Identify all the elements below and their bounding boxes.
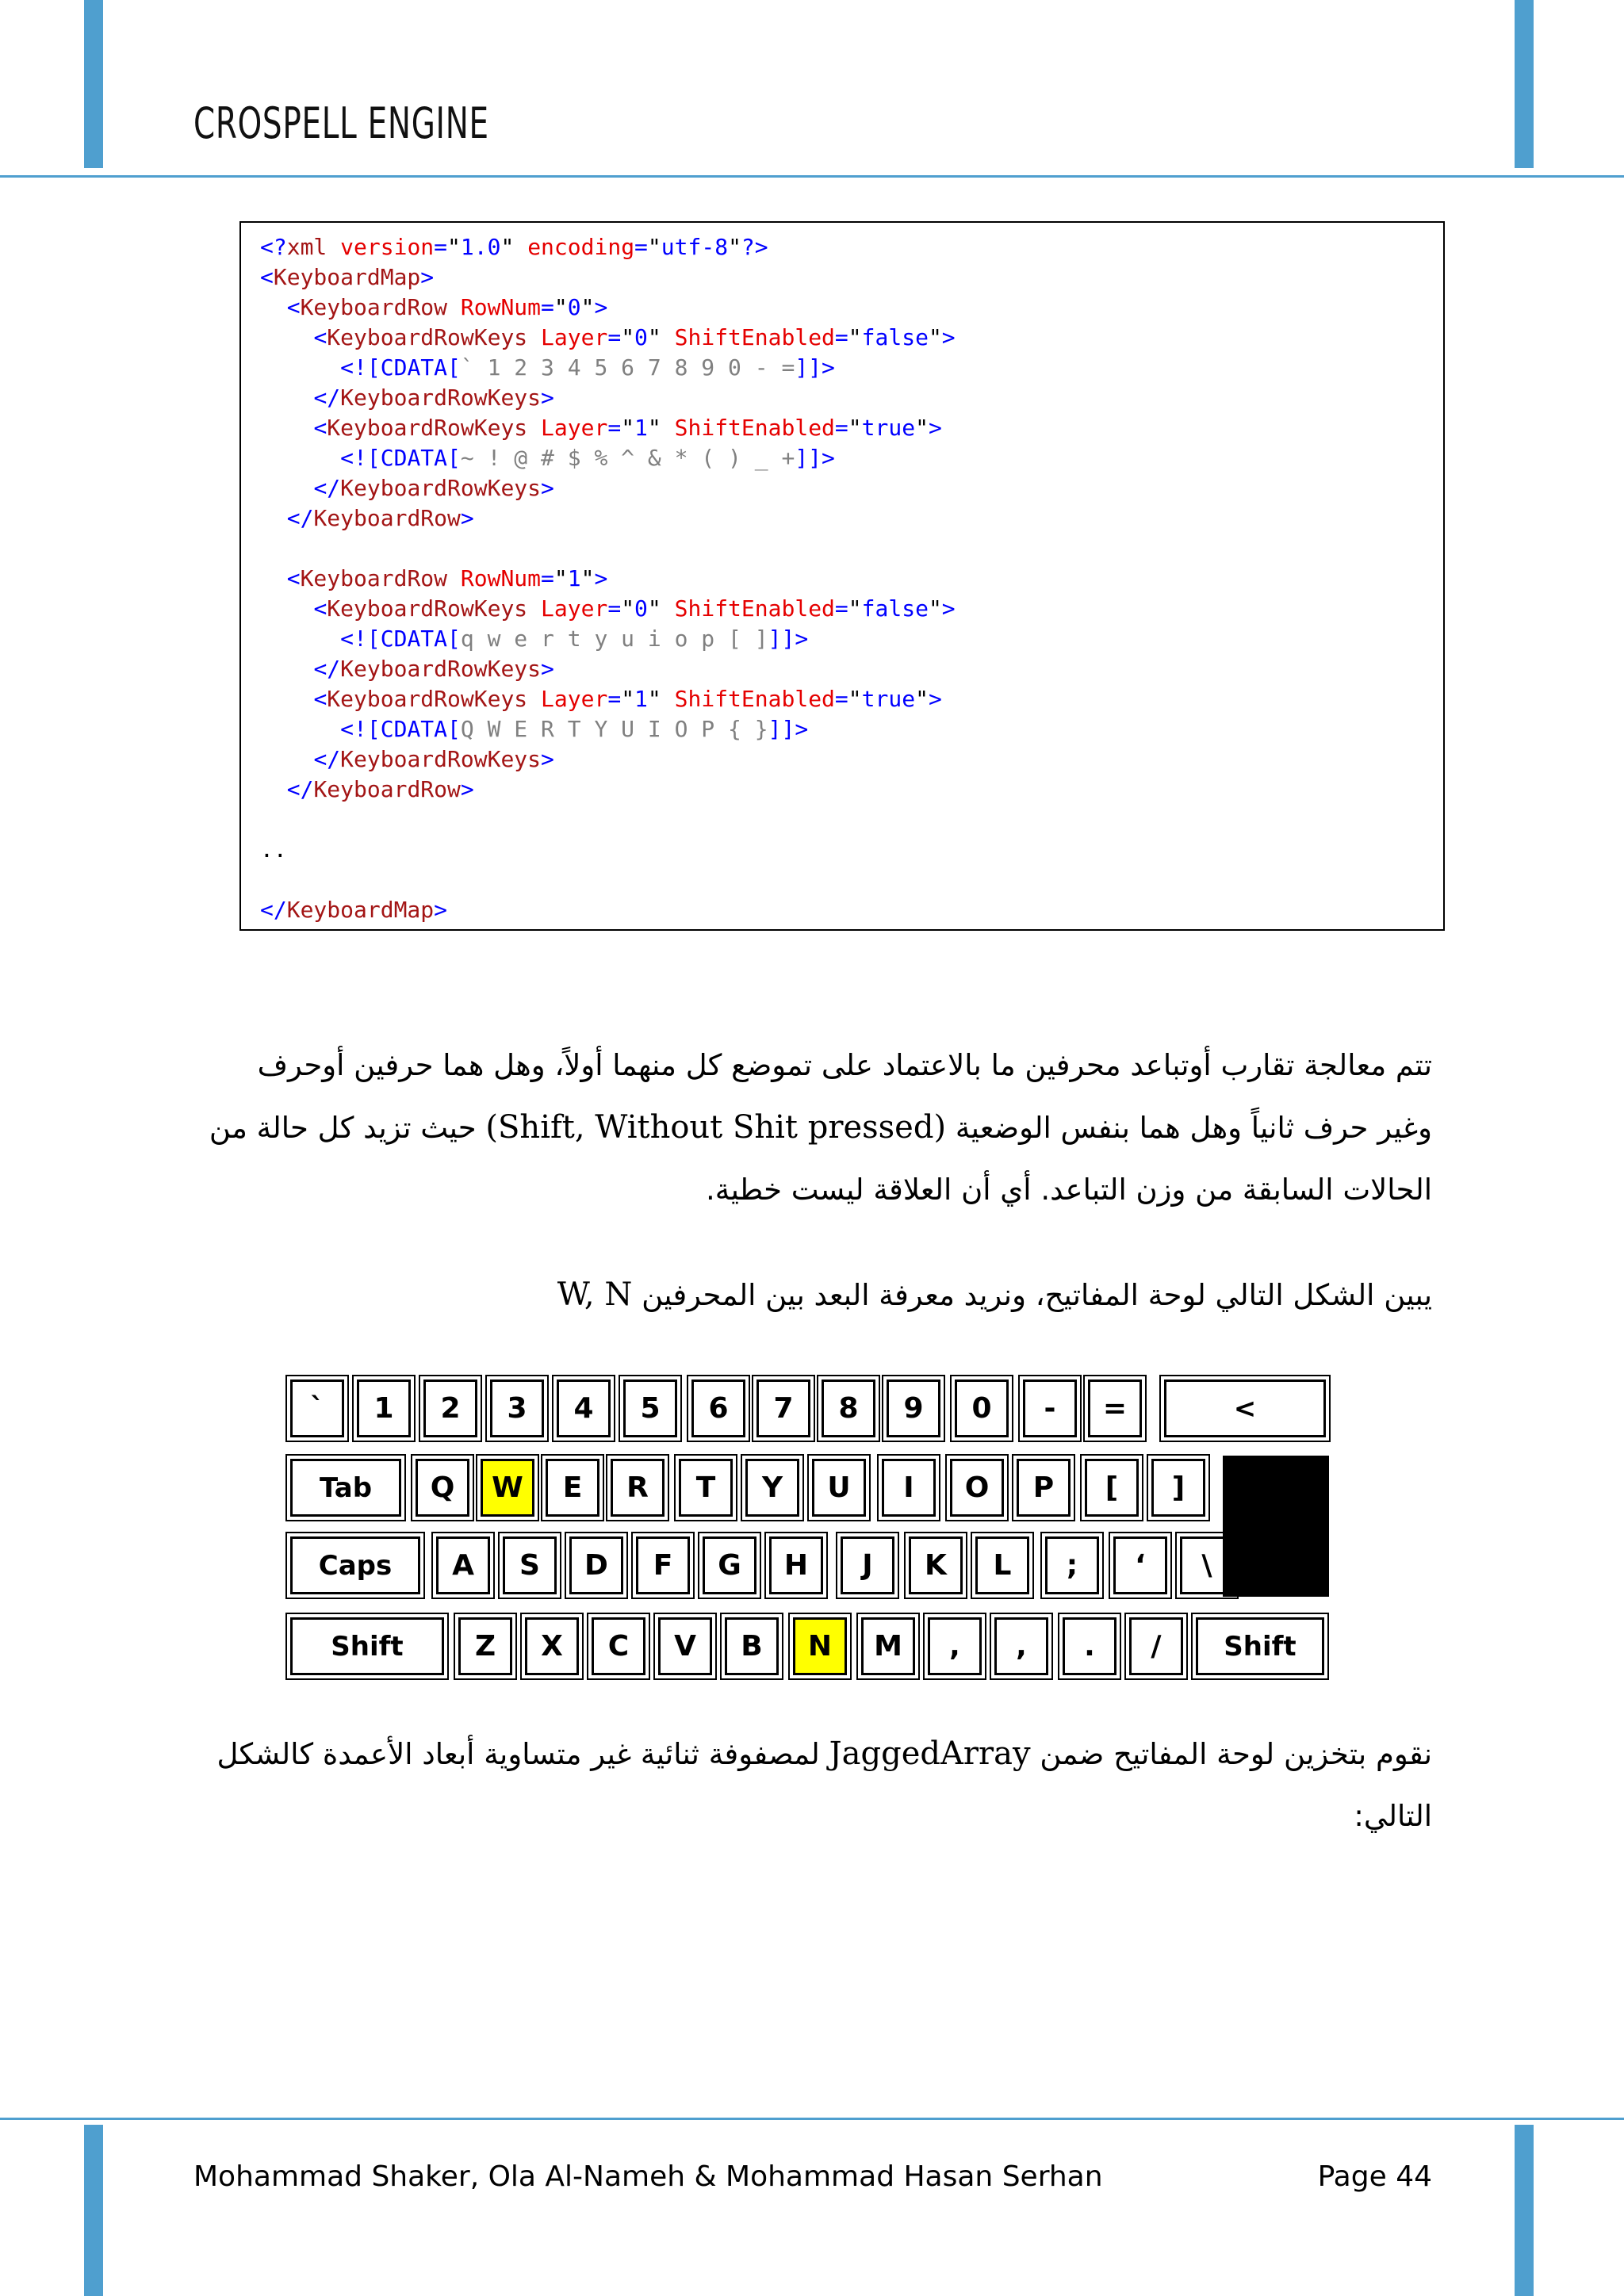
paragraph-figure-intro xyxy=(195,1264,1432,1326)
code-token xyxy=(260,385,313,411)
key-r: R xyxy=(611,1459,665,1517)
code-line xyxy=(260,232,768,262)
paragraph-line xyxy=(195,1096,1432,1159)
code-token: > xyxy=(941,595,956,622)
code-token: 1 xyxy=(634,415,648,441)
code-token: > xyxy=(460,776,474,802)
code-token: RowNum xyxy=(460,565,542,591)
code-token: KeyboardRowKeys xyxy=(327,415,528,441)
code-token: <![CDATA[ xyxy=(340,354,461,381)
key-c: C xyxy=(592,1617,645,1675)
footer-right-bar xyxy=(1515,2125,1534,2296)
code-line xyxy=(260,473,554,503)
code-token xyxy=(260,776,287,802)
code-token: " xyxy=(647,415,661,441)
code-token: </ xyxy=(260,897,287,923)
code-token xyxy=(527,686,541,712)
code-token: = xyxy=(607,595,622,622)
code-token: = xyxy=(834,415,848,441)
code-token: > xyxy=(541,475,554,501)
key-5: 5 xyxy=(623,1380,677,1437)
code-line xyxy=(260,775,474,805)
code-token: KeyboardRowKeys xyxy=(340,746,542,772)
key-symbol-3-8: , xyxy=(928,1617,982,1675)
code-token: KeyboardRowKeys xyxy=(327,686,528,712)
header-rule xyxy=(0,175,1624,178)
code-token: Layer xyxy=(541,595,608,622)
code-line xyxy=(260,383,554,413)
code-token: > xyxy=(928,415,942,441)
code-token: " xyxy=(915,415,929,441)
key-q: Q xyxy=(416,1459,469,1517)
code-token: </ xyxy=(313,656,341,682)
code-line xyxy=(260,744,554,775)
code-token: > xyxy=(594,294,608,320)
code-token: 0 xyxy=(634,595,648,622)
code-line xyxy=(260,564,607,594)
code-token: KeyboardRow xyxy=(313,776,461,802)
code-token xyxy=(447,565,461,591)
code-token: = xyxy=(607,686,622,712)
code-token: <![CDATA[ xyxy=(340,716,461,742)
code-line xyxy=(260,624,808,654)
code-token: KeyboardRowKeys xyxy=(340,385,542,411)
code-line xyxy=(260,413,942,443)
code-token: = xyxy=(834,324,848,350)
code-token: = xyxy=(607,415,622,441)
key-symbol-1-12: ] xyxy=(1151,1459,1205,1517)
enter-key-block xyxy=(1223,1456,1329,1597)
code-token: " xyxy=(500,234,515,260)
paragraph-line xyxy=(195,1264,1432,1326)
key-f: F xyxy=(636,1536,690,1594)
code-token: > xyxy=(594,565,608,591)
key-z: Z xyxy=(458,1617,512,1675)
code-token xyxy=(260,686,313,712)
code-token: = xyxy=(541,565,554,591)
code-token: ?> xyxy=(741,234,768,260)
code-token: ]]> xyxy=(795,354,835,381)
code-token: q w e r t y u i o p [ ] xyxy=(460,626,768,652)
key-symbol-1-11: [ xyxy=(1085,1459,1139,1517)
code-token: ` 1 2 3 4 5 6 7 8 9 0 - = xyxy=(460,354,795,381)
key-t: T xyxy=(679,1459,733,1517)
code-token: ]]> xyxy=(795,445,835,471)
code-token: > xyxy=(420,264,435,290)
code-token xyxy=(527,595,541,622)
code-token: </ xyxy=(286,505,314,531)
key-symbol-0-11: - xyxy=(1023,1380,1077,1437)
key-u: U xyxy=(812,1459,866,1517)
code-token: ShiftEnabled xyxy=(674,415,835,441)
code-token: = xyxy=(834,595,848,622)
key-6: 6 xyxy=(691,1380,745,1437)
code-token: .. xyxy=(260,836,287,863)
code-token xyxy=(260,415,313,441)
code-token: < xyxy=(313,415,327,441)
code-token: < xyxy=(286,565,301,591)
code-listing xyxy=(239,221,1445,931)
code-line xyxy=(260,443,835,473)
key-1: 1 xyxy=(357,1380,411,1437)
code-token: " xyxy=(621,595,635,622)
code-line xyxy=(260,895,447,925)
key-p: P xyxy=(1017,1459,1071,1517)
code-token: version xyxy=(340,234,435,260)
code-token: " xyxy=(647,686,661,712)
code-token: > xyxy=(460,505,474,531)
code-token: KeyboardRowKeys xyxy=(327,595,528,622)
key-e: E xyxy=(546,1459,599,1517)
code-token: = xyxy=(434,234,448,260)
code-token: Layer xyxy=(541,324,608,350)
code-token: < xyxy=(286,294,301,320)
code-token: ShiftEnabled xyxy=(674,324,835,350)
code-line xyxy=(260,353,835,383)
key-symbol-2-12: \ xyxy=(1180,1536,1234,1594)
key-symbol-0-13: < xyxy=(1164,1380,1326,1437)
code-line xyxy=(260,714,808,744)
key-s: S xyxy=(503,1536,557,1594)
code-token xyxy=(260,445,340,471)
code-token: > xyxy=(434,897,448,923)
footer-authors: Mohammad Shaker, Ola Al-Nameh & Mohammad Hasan Serhan xyxy=(193,2160,1103,2193)
code-token: " xyxy=(621,415,635,441)
code-token xyxy=(661,686,675,712)
key-shift: Shift xyxy=(1196,1617,1324,1675)
code-token: KeyboardMap xyxy=(273,264,421,290)
code-token: KeyboardRow xyxy=(300,294,448,320)
jagged-array-term: JaggedArray xyxy=(829,1735,1031,1772)
code-token: " xyxy=(553,565,568,591)
code-token: " xyxy=(621,324,635,350)
code-token: = xyxy=(541,294,554,320)
code-token: true xyxy=(861,415,916,441)
code-line xyxy=(260,594,956,624)
key-k: K xyxy=(909,1536,963,1594)
key-shift: Shift xyxy=(290,1617,444,1675)
code-token xyxy=(661,415,675,441)
code-token: > xyxy=(941,324,956,350)
code-token: < xyxy=(313,324,327,350)
code-token xyxy=(514,234,527,260)
key-3: 3 xyxy=(490,1380,544,1437)
code-token xyxy=(260,716,340,742)
key-a: A xyxy=(436,1536,490,1594)
code-token xyxy=(260,656,313,682)
paragraph-line xyxy=(195,1723,1432,1785)
key-i: I xyxy=(882,1459,936,1517)
code-token: = xyxy=(634,234,648,260)
paragraph-text: وغير حرف ثانياً وهل هما بنفس الوضعية xyxy=(955,1111,1432,1145)
code-token xyxy=(260,475,313,501)
code-token: KeyboardRow xyxy=(313,505,461,531)
key-symbol-2-10: ; xyxy=(1045,1536,1099,1594)
code-token: KeyboardRow xyxy=(300,565,448,591)
code-token: </ xyxy=(286,776,314,802)
code-token: 1 xyxy=(567,565,581,591)
code-line xyxy=(260,503,474,534)
paragraph-distance-rules xyxy=(195,1035,1432,1221)
key-b: B xyxy=(725,1617,779,1675)
code-token: < xyxy=(313,686,327,712)
paragraph-text: لمصفوفة ثنائية غير متساوية أبعاد الأعمدة كالشكل xyxy=(216,1737,820,1771)
code-line xyxy=(260,684,942,714)
code-token: " xyxy=(728,234,741,260)
code-token: " xyxy=(848,595,862,622)
key-d: D xyxy=(569,1536,623,1594)
code-token: " xyxy=(553,294,568,320)
code-token: = xyxy=(607,324,622,350)
key-0: 0 xyxy=(955,1380,1009,1437)
code-token: > xyxy=(928,686,942,712)
code-token: ShiftEnabled xyxy=(674,595,835,622)
key-v: V xyxy=(658,1617,712,1675)
code-token: = xyxy=(834,686,848,712)
code-line xyxy=(260,654,554,684)
paragraph-text: يبين الشكل التالي لوحة المفاتيح، ونريد معرفة البعد بين المحرفين xyxy=(642,1278,1432,1312)
code-token: true xyxy=(861,686,916,712)
paragraph-line: تتم معالجة تقارب أوتباعد محرفين ما بالاعتماد على تموضع كل منهما أولاً، وهل هما حرفين أوحرف xyxy=(257,1048,1432,1082)
key-4: 4 xyxy=(557,1380,611,1437)
code-token xyxy=(260,324,313,350)
code-token: " xyxy=(848,686,862,712)
code-token: " xyxy=(928,595,942,622)
code-token: </ xyxy=(313,385,341,411)
code-token: RowNum xyxy=(460,294,542,320)
code-token xyxy=(661,595,675,622)
shift-state-note: (Shift, Without Shit pressed) xyxy=(485,1109,947,1146)
paragraph-jagged-array xyxy=(195,1723,1432,1847)
code-token: <? xyxy=(260,234,287,260)
key-symbol-0-0: ` xyxy=(290,1380,344,1437)
code-token: 0 xyxy=(567,294,581,320)
code-token xyxy=(260,746,313,772)
code-token xyxy=(527,415,541,441)
key-tab: Tab xyxy=(290,1459,401,1517)
key-caps: Caps xyxy=(290,1536,420,1594)
code-token: " xyxy=(447,234,461,260)
header-left-bar xyxy=(84,0,103,168)
code-token: < xyxy=(260,264,274,290)
key-symbol-3-9: , xyxy=(994,1617,1048,1675)
code-token: " xyxy=(928,324,942,350)
code-token: " xyxy=(848,415,862,441)
code-token: " xyxy=(647,595,661,622)
code-token: KeyboardRowKeys xyxy=(327,324,528,350)
code-token: </ xyxy=(313,746,341,772)
code-token xyxy=(260,354,340,381)
key-g: G xyxy=(703,1536,756,1594)
key-m: M xyxy=(861,1617,915,1675)
code-token: false xyxy=(861,595,929,622)
code-token: " xyxy=(580,565,595,591)
code-token: <![CDATA[ xyxy=(340,445,461,471)
code-token: " xyxy=(580,294,595,320)
code-token: ~ ! @ # $ % ^ & * ( ) _ + xyxy=(460,445,795,471)
code-token: Layer xyxy=(541,415,608,441)
code-token: ]]> xyxy=(768,716,809,742)
code-token xyxy=(327,234,340,260)
code-token xyxy=(260,565,287,591)
code-token: utf-8 xyxy=(661,234,729,260)
code-line xyxy=(260,262,434,293)
code-token: 1 xyxy=(634,686,648,712)
code-line xyxy=(260,323,956,353)
code-token: <![CDATA[ xyxy=(340,626,461,652)
code-token: encoding xyxy=(527,234,635,260)
code-token: > xyxy=(541,385,554,411)
code-token: Q W E R T Y U I O P { } xyxy=(460,716,768,742)
code-token xyxy=(260,595,313,622)
key-symbol-0-12: = xyxy=(1088,1380,1142,1437)
code-token xyxy=(260,505,287,531)
paragraph-text: نقوم بتخزين لوحة المفاتيح ضمن xyxy=(1040,1737,1432,1771)
key-h: H xyxy=(769,1536,823,1594)
code-token xyxy=(260,294,287,320)
header-right-bar xyxy=(1515,0,1534,168)
code-token: " xyxy=(621,686,635,712)
key-x: X xyxy=(525,1617,579,1675)
code-token: 0 xyxy=(634,324,648,350)
code-token: KeyboardRowKeys xyxy=(340,656,542,682)
code-token: > xyxy=(541,656,554,682)
key-2: 2 xyxy=(423,1380,477,1437)
code-token: KeyboardMap xyxy=(286,897,435,923)
key-symbol-2-11: ‘ xyxy=(1113,1536,1167,1594)
code-token xyxy=(661,324,675,350)
code-token: " xyxy=(647,234,661,260)
footer-left-bar xyxy=(84,2125,103,2296)
code-token xyxy=(527,324,541,350)
key-l: L xyxy=(975,1536,1029,1594)
code-line xyxy=(260,835,287,865)
document-header-title: CROSPELL ENGINE xyxy=(193,98,489,148)
paragraph-text: حيث تزيد كل حالة من xyxy=(209,1111,477,1145)
key-j: J xyxy=(841,1536,894,1594)
code-token: Layer xyxy=(541,686,608,712)
key-8: 8 xyxy=(822,1380,875,1437)
code-token: ShiftEnabled xyxy=(674,686,835,712)
key-7: 7 xyxy=(756,1380,810,1437)
code-token: 1.0 xyxy=(460,234,501,260)
code-token: ]]> xyxy=(768,626,809,652)
paragraph-line: الحالات السابقة من وزن التباعد. أي أن العلاقة ليست خطية. xyxy=(706,1173,1432,1207)
key-n: N xyxy=(793,1617,847,1675)
key-w: W xyxy=(481,1459,534,1517)
key-symbol-3-11: / xyxy=(1129,1617,1183,1675)
code-token xyxy=(260,626,340,652)
key-y: Y xyxy=(745,1459,799,1517)
code-token: </ xyxy=(313,475,341,501)
footer-rule xyxy=(0,2118,1624,2120)
code-token: " xyxy=(647,324,661,350)
page-number: Page 44 xyxy=(1317,2160,1432,2193)
paragraph-line: التالي: xyxy=(1354,1799,1432,1833)
key-o: O xyxy=(950,1459,1004,1517)
code-token: KeyboardRowKeys xyxy=(340,475,542,501)
code-token: > xyxy=(541,746,554,772)
code-token: " xyxy=(848,324,862,350)
code-token: xml xyxy=(286,234,327,260)
letter-pair: W, N xyxy=(557,1276,633,1313)
code-token: " xyxy=(915,686,929,712)
key-9: 9 xyxy=(887,1380,940,1437)
code-token xyxy=(447,294,461,320)
code-token: < xyxy=(313,595,327,622)
code-token: false xyxy=(861,324,929,350)
code-line xyxy=(260,293,607,323)
key-symbol-3-10: . xyxy=(1063,1617,1116,1675)
